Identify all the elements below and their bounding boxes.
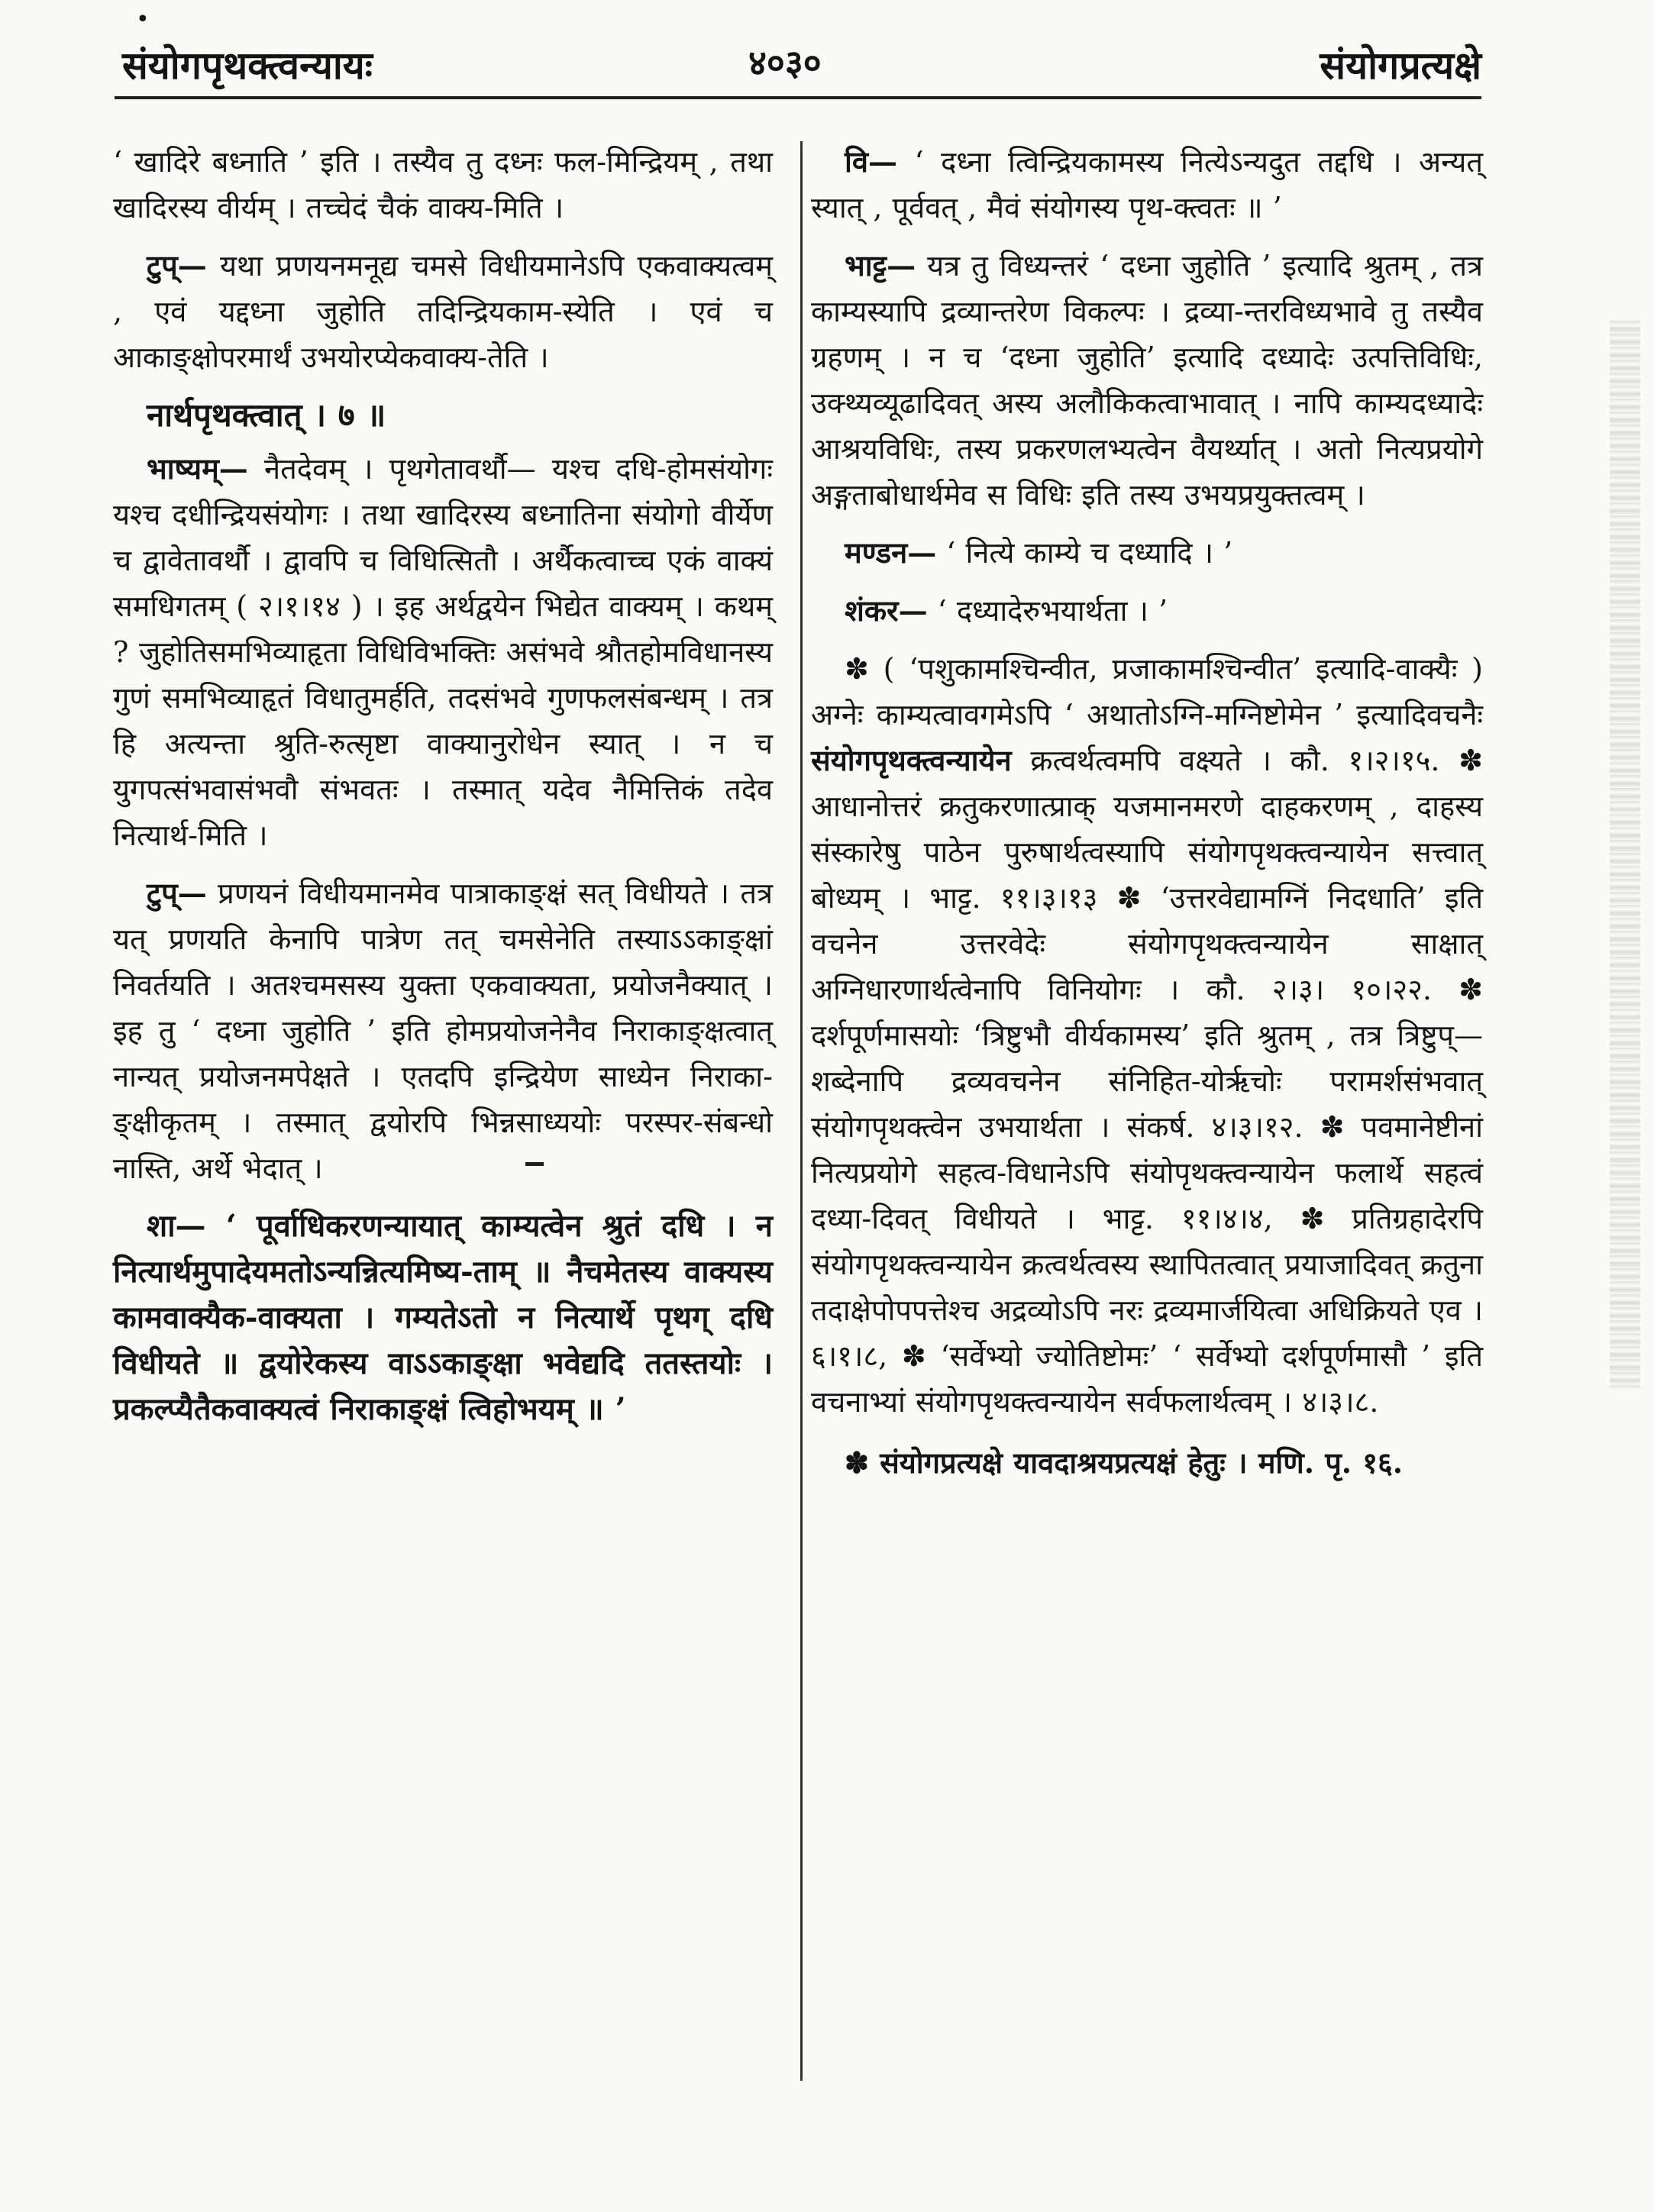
right-para-4-text: ‘ दध्यादेरुभयार्थता । ’ [927, 594, 1168, 628]
left-para-bhashyam [113, 446, 773, 858]
running-head-left: संयोगपृथक्त्वन्यायः [122, 43, 373, 88]
right-para-2-text: यत्र तु विध्यन्तरं ‘ दध्ना जुहोति ’ इत्यादि श्रुतम् , तत्र काम्यस्यापि द्रव्यान्तरेण विकल्पः । द्रव्या-न्तरविध्यभावे तु तस्यैव ग्रहणम् । न च ‘दध्ना जुहोति’ इत्यादि दध्यादेः उत्पत्तिविधिः, उक्थ्यव्यूढादिवत् अस्य अलौकिकत्वाभावात् । नापि काम्यदध्यादेः आश्रयविधिः, तस्य प्रकरणलभ्यत्वेन वैयर्थ्यात् । अतो नित्यप्रयोगे अङ्गताबोधार्थमेव स विधिः इति तस्य उभयप्रयुक्तत्वम् । [811, 249, 1483, 512]
page-number: ४०३० [748, 42, 822, 83]
label-mandana: मण्डन— [845, 535, 937, 570]
right-para-6-bold: ✽ संयोगप्रत्यक्षे यावदाश्रयप्रत्यक्षं हेतुः । मणि. [845, 1445, 1314, 1480]
right-para-bhatta [811, 243, 1483, 518]
right-para-6-text: पृ. १६. [1313, 1445, 1403, 1480]
page-header [115, 31, 1481, 99]
right-para-5a-text: ✽ ( ‘पशुकामश्चिन्वीत, प्रजाकामश्चिन्वीत’ इत्यादि-वाक्यैः ) अग्नेः काम्यत्वावगमेऽपि ‘ अथातोऽग्नि-मग्निष्टोमेन ’ इत्यादिवचनैः [811, 652, 1483, 731]
header-rule [115, 96, 1481, 99]
right-column [811, 139, 1483, 1498]
right-para-1-text: ‘ दध्ना त्विन्द्रियकामस्य नित्येऽन्यदुत तद्दधि । अन्यत् स्यात् , पूर्ववत् , मैवं संयोगस्य पृथ-क्त्वतः ॥ ’ [811, 145, 1483, 224]
left-para-tup-1 [113, 243, 773, 380]
label-vi: वि— [845, 144, 897, 179]
left-para-5-text: ‘ पूर्वाधिकरणन्यायात् काम्यत्वेन श्रुतं दधि । न नित्यार्थमुपादेयमतोऽन्यन्नित्यमिष्य-ताम् ॥ नैचमेतस्य वाक्यस्य कामवाक्यैक-वाक्यता । गम्यतेऽतो न नित्यार्थे पृथग् दधि विधीयते ॥ द्वयोरेकस्य वाऽऽकाङ्क्षा भवेद्यदि ततस्तयोः । प्रकल्प्यैतैकवाक्यत्वं निराकाङ्क्षं त्विहोभयम् ॥ ’ [113, 1208, 773, 1427]
label-tup-2: टुप्— [147, 876, 207, 910]
left-column [113, 139, 773, 1445]
ink-dash [525, 1162, 544, 1166]
left-para-sha [113, 1203, 773, 1432]
scan-edge-noise [1610, 321, 1640, 1390]
column-divider [800, 141, 803, 2081]
left-para-3-text: नैतदेवम् । पृथगेतावर्थौ— यश्च दधि-होमसंयोगः यश्च दधीन्द्रियसंयोगः । तथा खादिरस्य बध्नातिना संयोगो वीर्येण च द्वावेतावर्थौ । द्वावपि च विधित्सितौ । अर्थैकत्वाच्च एकं वाक्यं समधिगतम् ( २।१।१४ ) । इह अर्थद्वयेन भिद्येत वाक्यम् । कथम् ? जुहोतिसमभिव्याहृता विधिविभक्तिः असंभवे श्रौतहोमविधानस्य गुणं समभिव्याहृतं विधातुमर्हति, तदसंभवे गुणफलसंबन्धम् । तत्र हि अत्यन्ता श्रुति-रुत्सृष्टा वाक्यानुरोधेन स्यात् । न च युगपत्संभवासंभवौ संभवतः । तस्मात् यदेव नैमित्तिकं तदेव नित्यार्थ-मिति । [113, 452, 773, 852]
label-shankara: शंकर— [845, 593, 928, 628]
right-para-5-bold: संयोगपृथक्त्वन्यायेन [811, 743, 1012, 777]
left-para-4-text: प्रणयनं विधीयमानमेव पात्राकाङ्क्षं सत् विधीयते । तत्र यत् प्रणयति केनापि पात्रेण तत् चमसेनेति तस्याऽऽकाङ्क्षां निवर्तयति । अतश्चमसस्य युक्ता एकवाक्यता, प्रयोजनैक्यात् । इह तु ‘ दध्ना जुहोति ’ इति होमप्रयोजनेनैव निराकाङ्क्षत्वात् नान्यत् प्रयोजनमपेक्षते । एतदपि इन्द्रियेण साध्येन निराका-ङ्क्षीकृतम् । तस्मात् द्वयोरपि भिन्नसाध्ययोः परस्पर-संबन्धो नास्ति, अर्थे भेदात् । [113, 877, 773, 1185]
right-para-mandana [811, 530, 1483, 576]
ink-dot: • [136, 6, 150, 33]
label-bhashyam: भाष्यम्— [147, 451, 248, 486]
right-para-shankara [811, 588, 1483, 634]
right-para-mani [811, 1440, 1483, 1486]
sutra-heading: नार्थपृथक्त्वात् । ७ ॥ [147, 396, 386, 434]
running-head-right: संयोगप्रत्यक्षे [1320, 43, 1481, 88]
label-sha: शा— [147, 1208, 206, 1244]
label-tup: टुप्— [147, 248, 207, 283]
left-para-2-text: यथा प्रणयनमनूद्य चमसे विधीयमानेऽपि एकवाक्यत्वम् , एवं यद्दध्ना जुहोति तदिन्द्रियकाम-स्येति । एवं च आकाङ्क्षोपरमार्थं उभयोरप्येकवाक्य-तेति । [113, 249, 773, 374]
label-bhatta: भाट्ट— [845, 248, 916, 283]
left-para-tup-2 [113, 870, 773, 1191]
right-para-references [811, 646, 1483, 1425]
right-para-5b-text: क्रत्वर्थत्वमपि वक्ष्यते । कौ. १।२।१५. ✽ आधानोत्तरं क्रतुकरणात्प्राक् यजमानमरणे दाहकरणम् , दाहस्य संस्कारेषु पाठेन पुरुषार्थत्वस्यापि संयोगपृथक्त्वन्यायेन सत्त्वात् बोध्यम् । भाट्ट. ११।३।१३ ✽ ‘उत्तरवेद्यामग्निं निदधाति’ इति वचनेन उत्तरवेदेः संयोगपृथक्त्वन्यायेन साक्षात् अग्निधारणार्थत्वेनापि विनियोगः । कौ. २।३। १०।२२. ✽ दर्शपूर्णमासयोः ‘त्रिष्टुभौ वीर्यकामस्य’ इति श्रुतम् , तत्र त्रिष्टुप्—शब्देनापि द्रव्यवचनेन संनिहित-योर्ऋचोः परामर्शसंभवात् संयोगपृथक्त्वेन उभयार्थता । संकर्ष. ४।३।१२. ✽ पवमानेष्टीनां नित्यप्रयोगे सहत्व-विधानेऽपि संयोपृथक्त्वन्यायेन फलार्थे सहत्वं दध्या-दिवत् विधीयते । भाट्ट. ११।४।४, ✽ प्रतिग्रहादेरपि संयोगपृथक्त्वन्यायेन क्रत्वर्थत्वस्य स्थापितत्वात् प्रयाजादिवत् क्रतुना तदाक्षेपोपपत्तेश्च अद्रव्योऽपि नरः द्रव्यमार्जयित्वा अधिक्रियते एव । ६।१।८, ✽ ‘सर्वेभ्यो ज्योतिष्टोमः’ ‘ सर्वेभ्यो दर्शपूर्णमासौ ’ इति वचनाभ्यां संयोगपृथक्त्वन्यायेन सर्वफलार्थत्वम् । ४।३।८. [811, 744, 1483, 1419]
left-para-1: ‘ खादिरे बध्नाति ’ इति । तस्यैव तु दध्नः फल-मिन्द्रियम् , तथा खादिरस्य वीर्यम् । तच्चेदं चैकं वाक्य-मिति । [113, 145, 773, 224]
right-para-vi [811, 139, 1483, 231]
right-para-3-text: ‘ नित्ये काम्ये च दध्यादि । ’ [936, 536, 1233, 570]
